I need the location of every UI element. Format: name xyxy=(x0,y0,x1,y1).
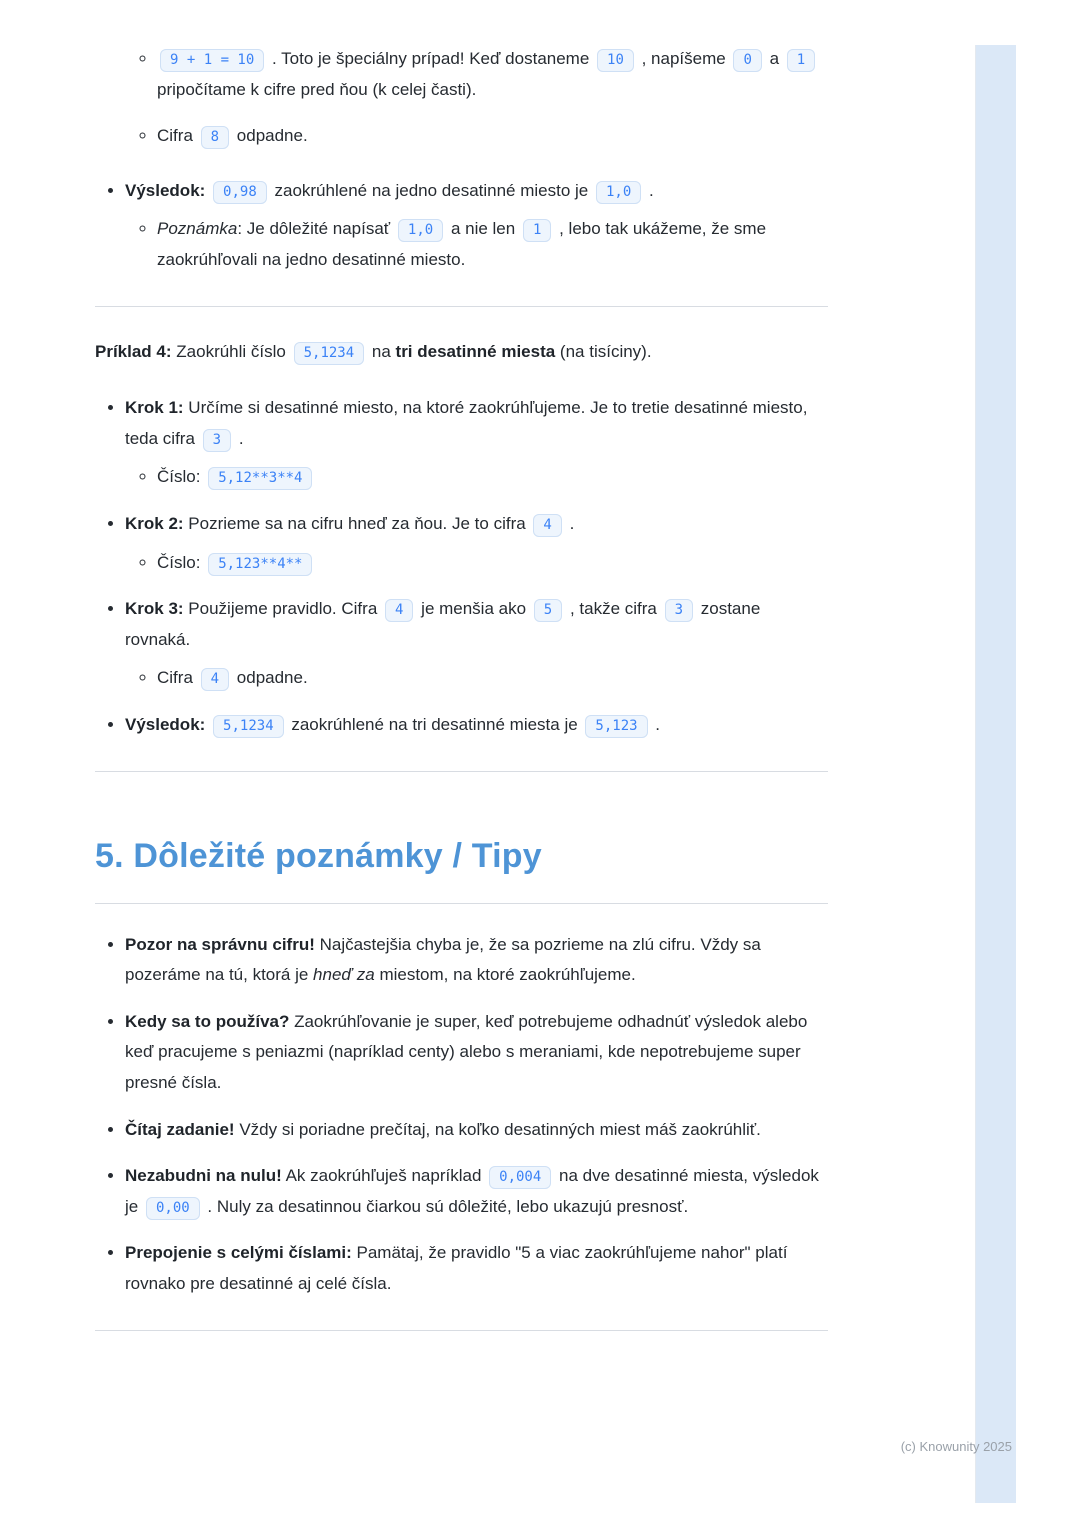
inline-code: 4 xyxy=(533,514,561,537)
divider xyxy=(95,771,828,772)
inline-code: 9 + 1 = 10 xyxy=(160,49,264,72)
text-run: , lebo tak ukážeme, že sme zaokrúhľovali na jedno desatinné miesto. xyxy=(157,219,767,269)
text-run: zostane rovnaká. xyxy=(125,599,761,649)
bold-text: Krok 3: xyxy=(125,599,184,619)
circle-bullet-list xyxy=(125,44,828,152)
bold-text: Pozor na správnu cifru! xyxy=(125,934,315,954)
inline-code: 1 xyxy=(523,219,551,242)
inline-code: 0 xyxy=(733,49,761,72)
text-run: . xyxy=(650,714,661,734)
list-item xyxy=(125,930,828,991)
inline-code: 0,00 xyxy=(146,1197,200,1220)
text-run xyxy=(205,715,210,734)
inline-code: 5,1234 xyxy=(213,715,284,738)
inline-code: 1,0 xyxy=(398,219,443,242)
sub-list xyxy=(125,462,828,493)
inline-code: 8 xyxy=(201,126,229,149)
divider xyxy=(95,1330,828,1331)
text-run: miestom, na ktoré zaokrúhľujeme. xyxy=(374,965,636,985)
list-item xyxy=(157,462,828,493)
text-run: Číslo: xyxy=(157,552,206,572)
text-run: Zaokrúhľovanie je super, keď potrebujeme odhadnúť výsledok alebo keď pracujeme s peniazmi (napríklad centy) alebo s meraniami, kde nepotrebujeme super presné čísla. xyxy=(125,1011,808,1093)
text-run: na dve desatinné miesta, výsledok je xyxy=(125,1166,819,1216)
text-run: : Je dôležité napísať xyxy=(237,219,395,239)
text-run: zaokrúhlené na tri desatinné miesta je xyxy=(286,714,583,734)
inline-code: 4 xyxy=(201,668,229,691)
text-run: je menšia ako xyxy=(416,599,531,619)
divider xyxy=(95,306,828,307)
list-item xyxy=(125,1238,828,1299)
text-run: Ak zaokrúhľuješ napríklad xyxy=(281,1166,487,1186)
inline-code: 1,0 xyxy=(596,181,641,204)
list-item xyxy=(157,548,828,579)
bold-text: Kedy sa to používa? xyxy=(125,1011,290,1031)
bold-text: Krok 1: xyxy=(125,398,184,418)
bold-text: Prepojenie s celými číslami: xyxy=(125,1243,352,1263)
text-run: odpadne. xyxy=(232,668,308,688)
section-heading: 5. Dôležité poznámky / Tipy xyxy=(95,826,828,904)
text-run: . Nuly za desatinnou čiarkou sú dôležité, lebo ukazujú presnosť. xyxy=(202,1196,689,1216)
text-run: a nie len xyxy=(446,219,520,239)
bold-text: Výsledok: xyxy=(125,714,206,734)
inline-code: 5,123 xyxy=(585,715,647,738)
list-item xyxy=(125,1007,828,1099)
list-item xyxy=(125,710,828,741)
inline-code: 3 xyxy=(203,429,231,452)
inline-code: 5,123**4** xyxy=(208,553,312,576)
list-item xyxy=(157,121,828,152)
bullet-list xyxy=(95,930,828,1300)
list-item xyxy=(125,1115,828,1146)
bold-text: Čítaj zadanie! xyxy=(125,1119,235,1139)
inline-code: 3 xyxy=(665,599,693,622)
bullet-list xyxy=(95,393,828,740)
text-run: Cifra xyxy=(157,126,198,146)
list-item xyxy=(125,393,828,493)
text-run: zaokrúhlené na jedno desatinné miesto je xyxy=(269,180,593,200)
inline-code: 5 xyxy=(534,599,562,622)
text-run: pripočítame k cifre pred ňou (k celej časti). xyxy=(157,79,477,99)
inline-code: 5,12**3**4 xyxy=(208,467,312,490)
bold-text: Výsledok: xyxy=(125,180,206,200)
italic-text: hneď za xyxy=(313,965,375,985)
text-run: . xyxy=(234,428,244,448)
inline-code: 5,1234 xyxy=(294,342,365,365)
document-content xyxy=(95,44,828,1361)
list-item xyxy=(157,214,828,275)
footer-copyright: (c) Knowunity 2025 xyxy=(900,1439,1012,1454)
italic-text: Poznámka xyxy=(157,219,238,239)
bold-text: Nezabudni na nulu! xyxy=(125,1166,282,1186)
sub-list xyxy=(125,663,828,694)
inline-code: 0,98 xyxy=(213,181,267,204)
list-item xyxy=(157,44,828,105)
text-run: odpadne. xyxy=(232,126,308,146)
sub-list xyxy=(125,548,828,579)
text-run: a xyxy=(764,49,784,68)
list-item xyxy=(125,176,828,276)
text-run xyxy=(205,181,210,200)
text-run: Najčastejšia chyba je, že sa pozrieme na zlú cifru. Vždy sa pozeráme na tú, ktorá je xyxy=(125,934,761,985)
list-item xyxy=(125,1161,828,1222)
text-run: Číslo: xyxy=(157,467,206,487)
text-run: Cifra xyxy=(157,668,198,688)
text-run: Zaokrúhli číslo xyxy=(171,341,291,361)
inline-code: 10 xyxy=(597,49,634,72)
inline-code: 1 xyxy=(787,49,815,72)
text-run: , takže cifra xyxy=(565,599,662,619)
sub-list xyxy=(125,214,828,275)
paragraph xyxy=(95,337,828,368)
scrollbar-thumb[interactable] xyxy=(975,45,1016,1503)
text-run: Vždy si poriadne prečítaj, na koľko desatinných miest máš zaokrúhliť. xyxy=(234,1119,761,1139)
list-item xyxy=(125,509,828,578)
inline-code: 0,004 xyxy=(489,1166,551,1189)
list-item xyxy=(125,594,828,694)
text-run: Použijeme pravidlo. Cifra xyxy=(183,599,382,619)
text-run: Pozrieme sa na cifru hneď za ňou. Je to cifra xyxy=(183,513,531,533)
text-run: na xyxy=(367,341,396,361)
list-item xyxy=(157,663,828,694)
text-run: , napíšeme xyxy=(636,49,731,68)
text-run: Pamätaj, že pravidlo "5 a viac zaokrúhľujeme nahor" platí rovnako pre desatinné aj celé čísla. xyxy=(125,1243,788,1294)
inline-code: 4 xyxy=(385,599,413,622)
bullet-list xyxy=(95,176,828,276)
text-run: Určíme si desatinné miesto, na ktoré zaokrúhľujeme. Je to tretie desatinné miesto, teda cifra xyxy=(125,398,808,448)
bold-text: Príklad 4: xyxy=(95,341,172,361)
text-run: (na tisíciny). xyxy=(555,341,652,361)
bold-text: Krok 2: xyxy=(125,513,184,533)
text-run: . Toto je špeciálny prípad! Keď dostaneme xyxy=(267,49,595,68)
bold-text: tri desatinné miesta xyxy=(395,341,556,361)
text-run: . xyxy=(564,513,575,533)
text-run: . xyxy=(644,180,654,200)
